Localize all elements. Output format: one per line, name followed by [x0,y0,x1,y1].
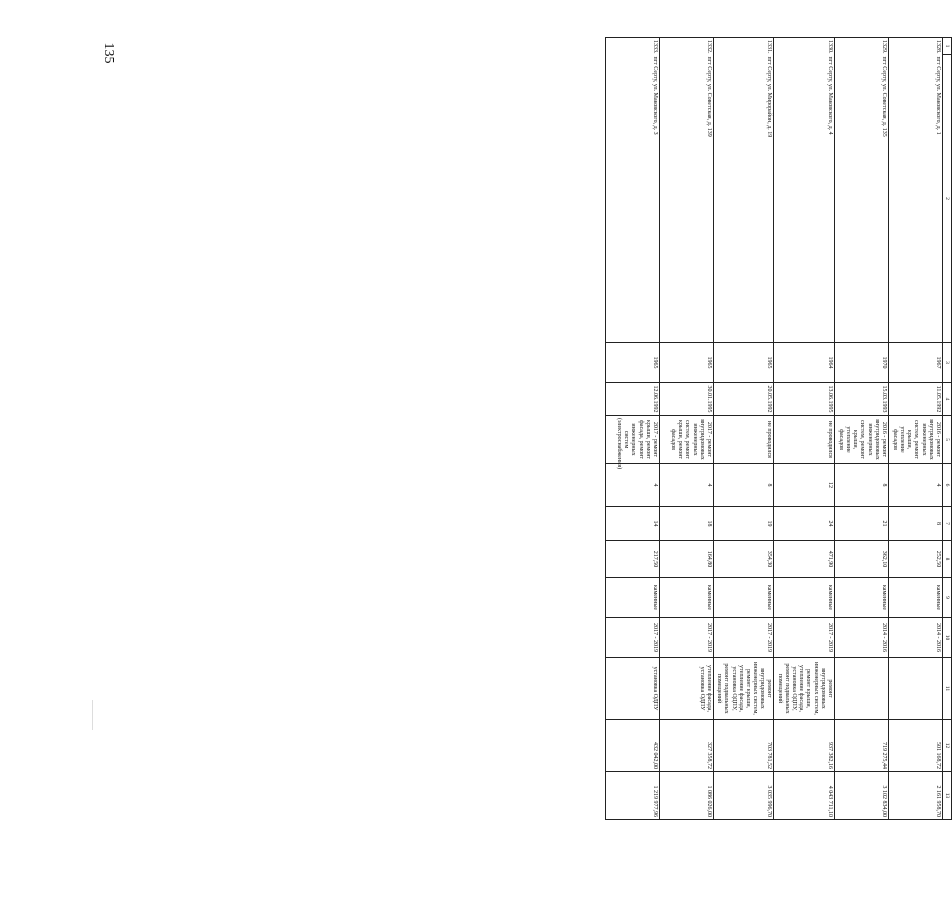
total-cost: 4 043 711,10 [774,772,835,820]
column-number: 8 [943,541,952,578]
address: пгт Серту, ул. Маковского, д. 3 [606,55,660,343]
date: 20.05.1992 [714,383,775,416]
repair-period: 2017 - 2019 [660,618,714,658]
row-number: 1332. [660,38,714,55]
address: пгт Серту, ул. Советская, д. 139 [660,55,714,343]
area: 471,90 [774,541,835,578]
works-done: 2016 - ремонт внутридомовых инженерных систем, ремонт крыши, утепление фасадов [835,416,889,464]
date: 13.06.1995 [774,383,835,416]
planned-works [889,658,943,720]
repair-cost: 703 781,52 [714,720,775,772]
repair-cost: 327 358,72 [660,720,714,772]
area: 164,80 [660,541,714,578]
residents: 21 [835,507,889,541]
area: 252,50 [889,541,943,578]
date: 12.06.1992 [606,383,660,416]
table-row [606,38,660,820]
date: 30.01.1995 [660,383,714,416]
repair-period: 2014 - 2016 [889,618,943,658]
address: пгт Серту, ул. Мирорайон, д. 19 [714,55,775,343]
wall-material: каменные [835,578,889,618]
repair-period: 2017 - 2019 [606,618,660,658]
works-done: не проводился [714,416,775,464]
row-number: 1329. [835,38,889,55]
planned-works: ремонт внутридомовых инженерных систем, ремонт крыши, утепление фасада, установка ОДПУ, ремонт подвальных помещений [714,658,775,720]
table-row [714,38,775,820]
area: 362,10 [835,541,889,578]
total-cost: 1 086 026,00 [660,772,714,820]
residents: 14 [606,507,660,541]
year-built: 1970 [835,343,889,383]
column-number: 5 [943,416,952,464]
works-done: 2016 - ремонт внутридомовых инженерных систем, ремонт крыши, утепление фасадов [889,416,943,464]
column-number: 12 [943,720,952,772]
repair-cost: 501 168,72 [889,720,943,772]
page-number: 135 [101,42,116,64]
row-number: 1328. [889,38,943,55]
repair-cost: 719 275,44 [835,720,889,772]
row-number: 1331. [714,38,775,55]
address: пгт Серту, ул. Советская, д. 135 [835,55,889,343]
address: пгт Серту, ул. Маковского, д. 1 [889,55,943,343]
year-built: 1965 [660,343,714,383]
area: 354,30 [714,541,775,578]
residents: 18 [660,507,714,541]
repair-period: 2014 - 2016 [835,618,889,658]
table-row [889,38,943,820]
column-number: 3 [943,343,952,383]
column-number: 11 [943,658,952,720]
column-number: 7 [943,507,952,541]
column-number: 13 [943,772,952,820]
year-built: 1964 [774,343,835,383]
repair-period: 2017 - 2019 [714,618,775,658]
wall-material: каменные [714,578,775,618]
apartments: 8 [714,464,775,507]
planned-works: установка ОДПУ [606,658,660,720]
repair-period: 2017 - 2019 [774,618,835,658]
column-number-row [943,38,952,820]
apartments: 4 [660,464,714,507]
register-table [605,37,952,820]
table-row [835,38,889,820]
works-done: не проводился [774,416,835,464]
apartments: 8 [835,464,889,507]
row-number: 1330. [774,38,835,55]
table-row [774,38,835,820]
wall-material: каменные [774,578,835,618]
works-done: 2017 - ремонт крыши, ремонт фасада, ремонт инженерных систем (электроснабжения) [606,416,660,464]
residents: 8 [889,507,943,541]
planned-works: утепление фасада, установка ОДПУ [660,658,714,720]
rotated-register-table [532,37,952,819]
wall-material: каменные [606,578,660,618]
total-cost: 3 035 996,70 [714,772,775,820]
works-done: 2017 - ремонт внутридомовых инженерных систем, ремонт крыши, ремонт фасадов [660,416,714,464]
column-number: 10 [943,618,952,658]
column-number: 1 [943,38,952,55]
repair-cost: 432 042,00 [606,720,660,772]
total-cost: 1 219 977,96 [606,772,660,820]
repair-cost: 937 382,16 [774,720,835,772]
table-row [660,38,714,820]
total-cost: 2 161 958,70 [889,772,943,820]
year-built: 1967 [889,343,943,383]
year-built: 1965 [606,343,660,383]
apartments: 12 [774,464,835,507]
address: пгт Серту, ул. Маковского, д. 4 [774,55,835,343]
column-number: 9 [943,578,952,618]
column-number: 4 [943,383,952,416]
apartments: 4 [606,464,660,507]
total-cost: 3 102 834,00 [835,772,889,820]
wall-material: каменные [889,578,943,618]
scan-artifact [92,700,93,730]
date: 11.05.1992 [889,383,943,416]
area: 217,50 [606,541,660,578]
residents: 19 [714,507,775,541]
column-number: 2 [943,55,952,343]
planned-works: ремонт внутридомовых инженерных систем, ремонт крыши, утепление фасада, установка ОДПУ, ремонт подвальных помещений [774,658,835,720]
planned-works [835,658,889,720]
residents: 24 [774,507,835,541]
row-number: 1333. [606,38,660,55]
wall-material: каменные [660,578,714,618]
column-number: 6 [943,464,952,507]
year-built: 1965 [714,343,775,383]
date: 15.03.1993 [835,383,889,416]
apartments: 4 [889,464,943,507]
